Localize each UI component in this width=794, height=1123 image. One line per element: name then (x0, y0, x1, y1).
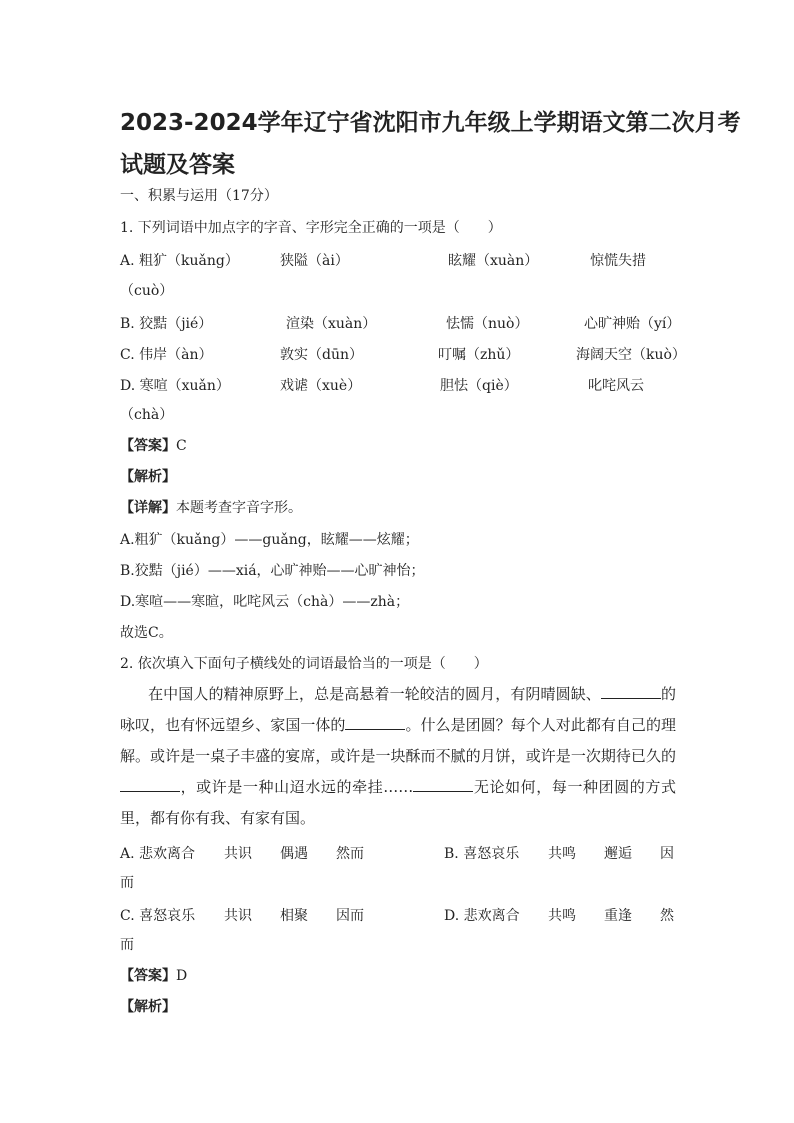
q1-detail-line-d: D.寒喧——寒暄，叱咤风云（chà）——zhà； (120, 594, 410, 610)
q1-option-c (120, 344, 686, 363)
q1-detail-tag: 【详解】 (120, 500, 176, 516)
document-title-line-2: 试题及答案 (120, 152, 235, 178)
q1-option-d-word-4: 叱咤风云 (588, 378, 644, 394)
q1-conclusion: 故选C。 (120, 625, 173, 641)
q2-passage-part-5: 无论如何，每一种团圆的方式里，都有你有我、有家有国。 (120, 778, 676, 827)
q2-blank-2 (345, 715, 405, 730)
q1-analysis-tag (120, 468, 176, 486)
q2-blank-4 (413, 777, 473, 792)
q2-option-c-word-4: 因而 (336, 908, 364, 924)
q1-option-c-word-3: 叮嘱（zhǔ） (438, 347, 520, 363)
q1-detail-line-a: A.粗犷（kuǎng）——guǎng，眩耀——炫耀； (120, 532, 419, 548)
q2-option-a-word-4: 然而 (336, 846, 364, 862)
q2-option-b-word-3: 邂逅 (604, 846, 632, 862)
q2-option-d-word-3: 重逢 (604, 908, 632, 924)
q2-option-a-label: A. 悲欢离合 (120, 846, 196, 862)
q2-option-b-word-4: 因 (660, 846, 674, 862)
q2-options-row-1 (120, 843, 680, 861)
question-1-stem: 1. 下列词语中加点字的字音、字形完全正确的一项是（ ） (120, 220, 502, 236)
q2-answer-tag: 【答案】 (120, 968, 176, 984)
q2-option-b-wrap: 而 (120, 875, 134, 891)
q1-answer-value: C (176, 438, 187, 454)
q2-blank-3 (120, 777, 180, 792)
q1-option-d (120, 375, 680, 393)
q2-option-d-word-2: 共鸣 (548, 908, 576, 924)
q2-passage-part-1: 在中国人的精神原野上，总是高悬着一轮皎洁的圆月，有阴晴圆缺、 (148, 685, 601, 703)
q1-option-a-label: A. 粗犷（kuǎng） (120, 253, 239, 269)
q1-option-d-wrap: （chà） (120, 407, 174, 423)
q1-option-b-word-2: 渲染（xuàn） (286, 316, 377, 332)
q2-option-b-word-2: 共鸣 (548, 846, 576, 862)
q1-option-b-word-3: 怯懦（nuò） (446, 316, 529, 332)
q1-option-d-word-3: 胆怯（qiè） (440, 378, 518, 394)
q2-option-c-word-2: 共识 (224, 908, 252, 924)
q1-option-c-label: C. 伟岸（àn） (120, 347, 213, 363)
q1-option-a-word-4: 惊慌失措 (590, 253, 646, 269)
q1-answer (120, 437, 187, 455)
q2-analysis-tag (120, 998, 176, 1016)
q2-option-a-word-3: 偶遇 (280, 846, 308, 862)
q2-option-d-word-4: 然 (660, 908, 674, 924)
q1-option-d-label: D. 寒喧（xuǎn） (120, 378, 230, 394)
q1-option-c-word-2: 敦实（dūn） (280, 347, 363, 363)
q1-option-a-wrap: （cuò） (120, 283, 174, 299)
question-2-stem: 2. 依次填入下面句子横线处的词语最恰当的一项是（ ） (120, 656, 488, 672)
section-heading: 一、积累与运用（17分） (120, 188, 278, 204)
q2-option-c-word-3: 相聚 (280, 908, 308, 924)
q2-option-d-label: D. 悲欢离合 (444, 908, 520, 924)
q1-option-a-word-2: 狭隘（ài） (280, 253, 349, 269)
q2-option-b-label: B. 喜怒哀乐 (444, 846, 520, 862)
q2-passage-part-3: 。什么是团圆？每个人对此都有自己的理解。或许是一桌子丰盛的宴席，或许是一块酥而不腻的月饼，或许是一次期待已久的 (120, 716, 676, 765)
q1-answer-tag: 【答案】 (120, 438, 176, 454)
q1-detail (120, 499, 302, 517)
q1-detail-text: 本题考查字音字形。 (176, 500, 302, 516)
q2-blank-1 (601, 684, 661, 699)
q2-answer (120, 967, 187, 985)
q1-option-c-word-4: 海阔天空（kuò） (576, 347, 686, 363)
q2-option-c-label: C. 喜怒哀乐 (120, 908, 196, 924)
q1-option-d-word-2: 戏谑（xuè） (280, 378, 362, 394)
q2-options-row-2 (120, 905, 680, 923)
q2-passage-part-2: 的咏叹，也有怀远望乡、家国一体的 (120, 685, 676, 734)
q2-answer-value: D (176, 968, 188, 984)
q2-passage (120, 679, 676, 834)
q1-analysis-label: 【解析】 (120, 469, 176, 485)
q1-option-a (120, 250, 680, 268)
q1-option-b-label: B. 狡黠（jié） (120, 316, 213, 332)
q2-passage-part-4: ，或许是一种山迢水远的牵挂…… (180, 778, 414, 796)
q1-detail-line-b: B.狡黠（jié）——xiá，心旷神贻——心旷神怡； (120, 563, 425, 579)
q1-option-b-word-4: 心旷神贻（yí） (584, 316, 681, 332)
q2-analysis-label: 【解析】 (120, 999, 176, 1015)
document-title-line-1: 2023-2024学年辽宁省沈阳市九年级上学期语文第二次月考 (120, 110, 741, 136)
q2-option-d-wrap: 而 (120, 937, 134, 953)
q1-option-b (120, 313, 680, 331)
q1-option-a-word-3: 眩耀（xuàn） (448, 253, 539, 269)
q2-option-a-word-2: 共识 (224, 846, 252, 862)
